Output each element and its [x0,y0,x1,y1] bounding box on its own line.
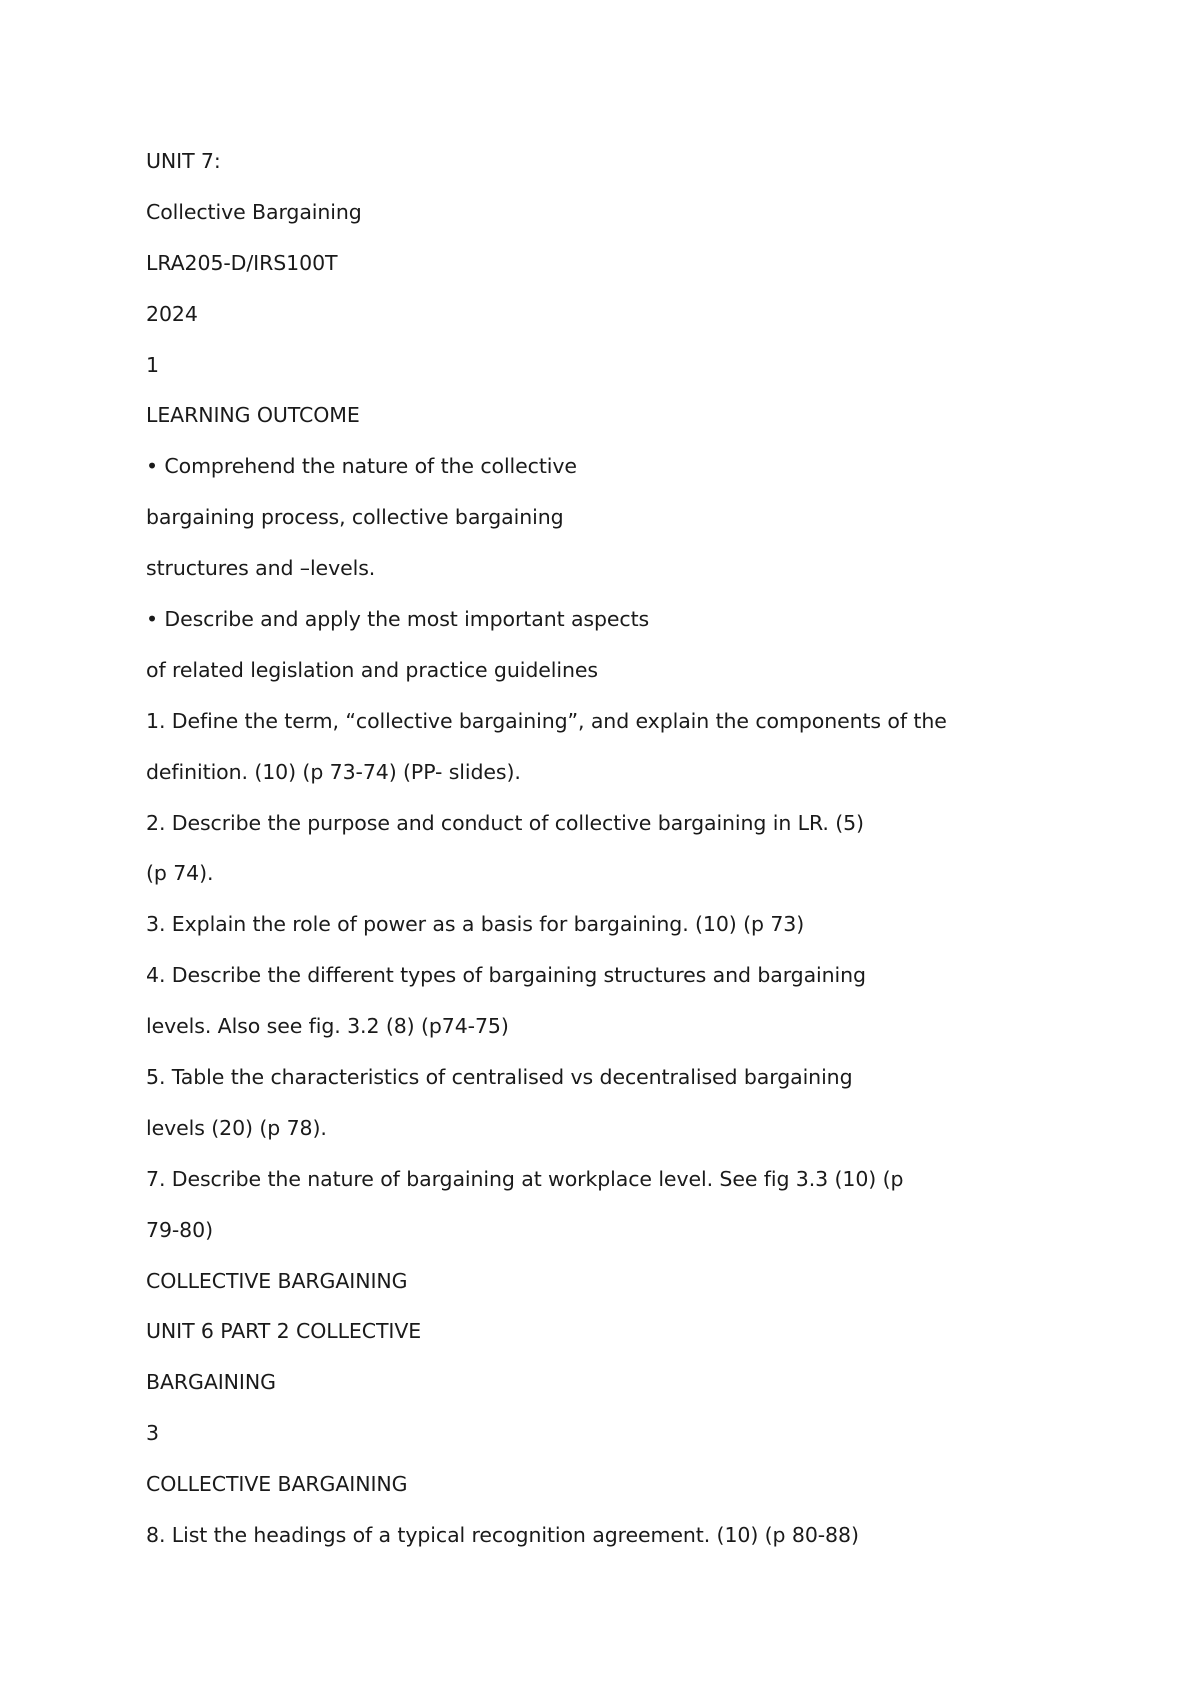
unit-heading: UNIT 7: [146,149,221,173]
question-line: 1. Define the term, “collective bargaining”, and explain the components of the [146,708,947,733]
learning-outcome-heading: LEARNING OUTCOME [146,403,360,428]
question-line: 2. Describe the purpose and conduct of collective bargaining in LR. (5) [146,810,864,835]
question-line: 5. Table the characteristics of centralised vs decentralised bargaining [146,1065,853,1090]
outcome-line: • Describe and apply the most important aspects [146,607,650,632]
question-line: 79-80) [146,1217,213,1242]
course-code: LRA205-D/IRS100T [146,250,338,275]
slide-number: 3 [146,1421,159,1446]
section-heading: UNIT 6 PART 2 COLLECTIVE [146,1319,422,1344]
question-line: (p 74). [146,861,214,886]
outcome-line: of related legislation and practice guidelines [146,657,598,682]
document-body [146,140,1146,1565]
question-line: 7. Describe the nature of bargaining at workplace level. See fig 3.3 (10) (p [146,1166,904,1191]
question-line: levels. Also see fig. 3.2 (8) (p74-75) [146,1014,509,1039]
outcome-line: • Comprehend the nature of the collective [146,454,577,479]
question-line: 4. Describe the different types of bargaining structures and bargaining [146,963,866,988]
outcome-line: bargaining process, collective bargaining [146,505,564,530]
outcome-line: structures and –levels. [146,556,376,581]
year: 2024 [146,301,198,326]
question-line: levels (20) (p 78). [146,1115,327,1140]
section-heading: COLLECTIVE BARGAINING [146,1268,408,1293]
slide-number: 1 [146,352,159,377]
section-heading: COLLECTIVE BARGAINING [146,1472,408,1497]
question-line: definition. (10) (p 73-74) (PP- slides). [146,759,521,784]
question-line: 8. List the headings of a typical recognition agreement. (10) (p 80-88) [146,1523,859,1548]
unit-title: Collective Bargaining [146,199,362,224]
section-heading: BARGAINING [146,1370,276,1395]
question-line: 3. Explain the role of power as a basis for bargaining. (10) (p 73) [146,912,805,937]
